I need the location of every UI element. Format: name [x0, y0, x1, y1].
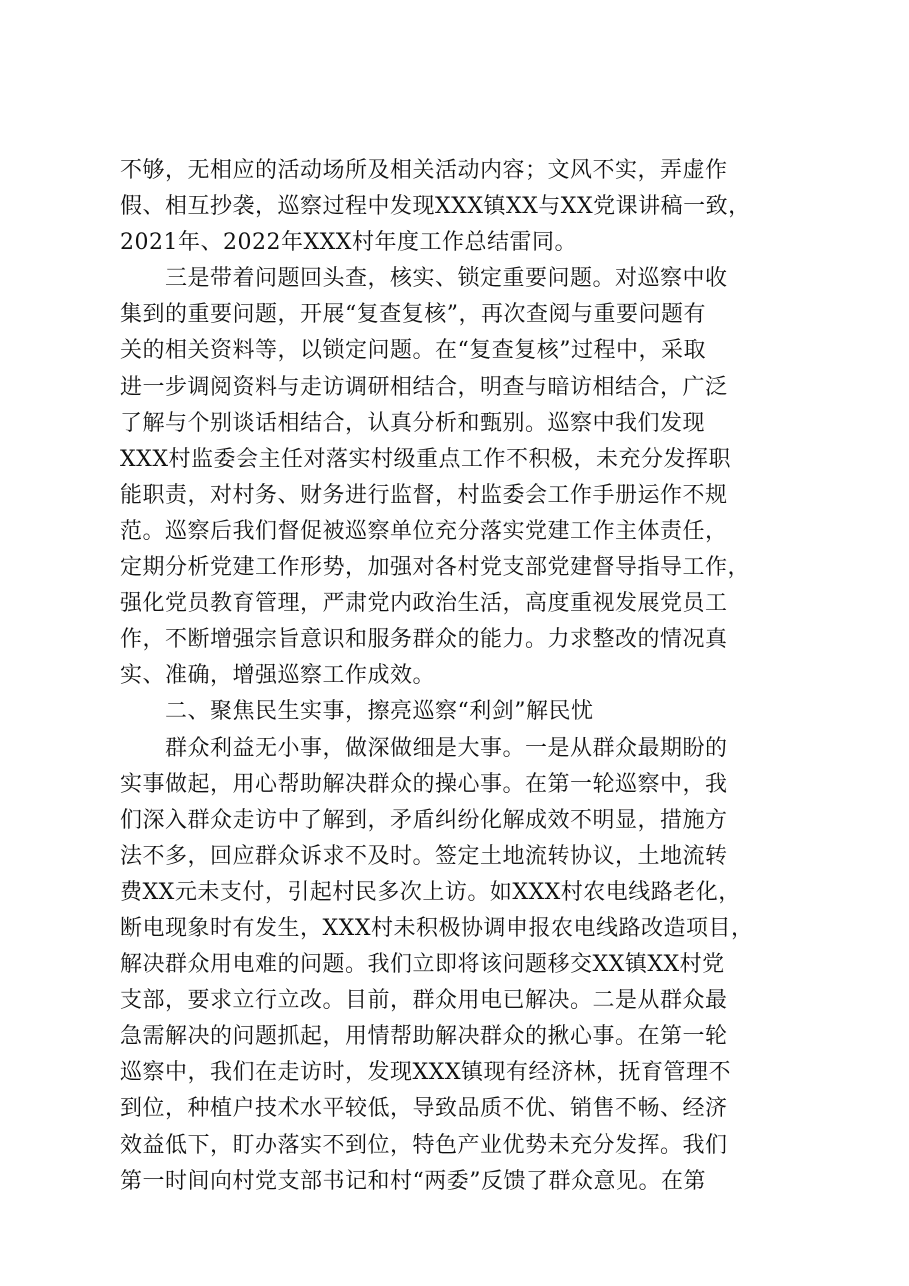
text-line: XXX村监委会主任对落实村级重点工作不积极，未充分发挥职	[120, 446, 731, 472]
text-line: 关的相关资料等，以锁定问题。在“复查复核”过程中，采取	[120, 338, 706, 364]
text-line: 支部，要求立行立改。目前，群众用电已解决。二是从群众最	[120, 988, 728, 1014]
text-line: 巡察中，我们在走访时，发现XXX镇现有经济林，抚育管理不	[120, 1060, 731, 1086]
text-line: 范。巡察后我们督促被巡察单位充分落实党建工作主体责任，	[120, 518, 728, 544]
text-line: 了解与个别谈话相结合，认真分析和甄别。巡察中我们发现	[120, 410, 706, 436]
text-line: 到位，种植户技术水平较低，导致品质不优、销售不畅、经济	[120, 1096, 728, 1122]
text-line: 二、聚焦民生实事，擦亮巡察“利剑”解民忧	[165, 699, 594, 725]
text-line: 们深入群众走访中了解到，矛盾纠纷化解成效不明显，措施方	[120, 807, 728, 833]
text-line: 群众利益无小事，做深做细是大事。一是从群众最期盼的	[165, 735, 728, 761]
text-line: 作，不断增强宗旨意识和服务群众的能力。力求整改的情况真	[120, 627, 728, 653]
text-line: 2021年、2022年XXX村年度工作总结雷同。	[120, 230, 577, 256]
text-line: 解决群众用电难的问题。我们立即将该问题移交XX镇XX村党	[120, 952, 725, 978]
text-line: 实事做起，用心帮助解决群众的操心事。在第一轮巡察中，我	[120, 771, 728, 797]
document-body	[120, 153, 810, 1200]
text-line: 假、相互抄袭，巡察过程中发现XXX镇XX与XX党课讲稿一致，	[120, 194, 751, 220]
text-line: 进一步调阅资料与走访调研相结合，明查与暗访相结合，广泛	[120, 374, 728, 400]
text-line: 实、准确，增强巡察工作成效。	[120, 663, 436, 689]
text-line: 急需解决的问题抓起，用情帮助解决群众的揪心事。在第一轮	[120, 1024, 728, 1050]
text-line: 三是带着问题回头查，核实、锁定重要问题。对巡察中收	[165, 266, 728, 292]
text-line: 第一时间向村党支部书记和村“两委”反馈了群众意见。在第	[120, 1168, 706, 1194]
text-line: 强化党员教育管理，严肃党内政治生活，高度重视发展党员工	[120, 591, 728, 617]
text-line: 费XX元未支付，引起村民多次上访。如XXX村农电线路老化，	[120, 879, 741, 905]
text-line: 定期分析党建工作形势，加强对各村党支部党建督导指导工作，	[120, 555, 751, 581]
text-line: 能职责，对村务、财务进行监督，村监委会工作手册运作不规	[120, 482, 728, 508]
text-line: 集到的重要问题，开展“复查复核”，再次查阅与重要问题有	[120, 302, 706, 328]
text-line: 效益低下，盯办落实不到位，特色产业优势未充分发挥。我们	[120, 1132, 728, 1158]
text-line: 断电现象时有发生，XXX村未积极协调申报农电线路改造项目，	[120, 915, 754, 941]
text-line: 不够，无相应的活动场所及相关活动内容；文风不实，弄虚作	[120, 158, 728, 183]
text-line: 法不多，回应群众诉求不及时。签定土地流转协议，土地流转	[120, 843, 728, 869]
